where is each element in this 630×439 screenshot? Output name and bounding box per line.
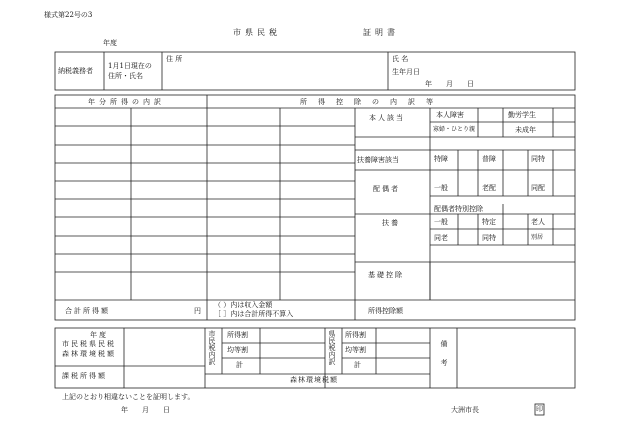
forest-env-tax-label: 森林環境税額 — [290, 376, 338, 384]
remarks-label: 備考 — [440, 340, 448, 378]
basic-deduction-label: 基礎控除 — [368, 271, 404, 279]
title-right: 証明書 — [363, 28, 399, 37]
dep-general: 一般 — [434, 218, 448, 226]
self-minor: 未成年 — [515, 126, 536, 134]
income-note-1: （ ）内は収入金額 — [214, 301, 273, 309]
deduction-total-label: 所得控除額 — [368, 307, 403, 315]
self-disabled: 本人障害 — [436, 111, 464, 119]
dep-cohabit-elderly: 同老 — [434, 234, 448, 242]
address-as-of-line2: 住所・氏名 — [108, 72, 143, 80]
dependents-label: 扶養 — [382, 219, 400, 227]
address-label: 住 所 — [166, 55, 183, 63]
seal: 印 — [536, 405, 543, 413]
address-as-of-line1: 1月1日現在の — [108, 62, 152, 70]
dependent-disabled-label: 扶養障害該当 — [357, 156, 399, 164]
pref-income-portion: 所得割 — [345, 331, 366, 339]
birthdate-format: 年 月 日 — [425, 80, 474, 88]
self-label: 本人該当 — [369, 114, 405, 122]
city-subtotal: 計 — [236, 361, 243, 369]
self-working-student: 勤労学生 — [508, 111, 536, 119]
footer-date: 年 月 日 — [121, 406, 170, 414]
spouse-elderly: 老配 — [482, 184, 496, 192]
pref-per-capita: 均等割 — [345, 346, 366, 354]
city-breakdown-label: 市民税内訳 — [208, 330, 216, 365]
birthdate-label: 生年月日 — [392, 68, 420, 76]
dd-special: 特障 — [434, 155, 448, 163]
tax-fiscal-year: 年度 — [90, 331, 108, 339]
spouse-cohabit: 同配 — [531, 184, 545, 192]
dd-general: 普障 — [482, 155, 496, 163]
dd-cohabit: 同特 — [531, 155, 545, 163]
certify-text: 上記のとおり相違ないことを証明します。 — [62, 393, 195, 401]
taxpayer-label: 納税義務者 — [58, 67, 93, 75]
income-note-2: ［ ］内は合計所得不算入 — [214, 310, 294, 318]
form-number: 様式第22号の3 — [44, 11, 93, 19]
dep-specific: 特定 — [482, 218, 496, 226]
tax-municipal-prefectural: 市民税県民税 — [62, 340, 116, 348]
spouse-special: 配偶者特別控除 — [434, 205, 483, 213]
city-per-capita: 均等割 — [227, 346, 248, 354]
income-total-label: 合計所得額 — [65, 307, 110, 315]
pref-breakdown-label: 県民税内訳 — [328, 330, 336, 365]
dep-cohabit-other: 別居 — [531, 234, 544, 241]
issuer: 大洲市長 — [451, 406, 479, 414]
pref-subtotal: 計 — [354, 361, 361, 369]
title-left: 市県民税 — [233, 28, 281, 37]
income-header: 年分所得の内訳 — [88, 98, 165, 106]
spouse-label: 配偶者 — [373, 185, 400, 193]
deduction-header: 所得控除の内訳等 — [300, 98, 444, 106]
income-total-unit: 円 — [194, 307, 201, 315]
dep-cohabit-specific: 同特 — [482, 234, 496, 242]
tax-forest-label: 森林環境税額 — [62, 350, 116, 358]
self-widow: 寡婦・ひとり親 — [433, 126, 476, 133]
fiscal-year-label: 年度 — [103, 39, 117, 47]
taxable-income-label: 課税所得額 — [62, 372, 107, 380]
city-income-portion: 所得割 — [227, 331, 248, 339]
dep-elderly: 老人 — [531, 218, 545, 226]
spouse-general: 一般 — [434, 184, 448, 192]
name-label: 氏 名 — [392, 55, 409, 63]
